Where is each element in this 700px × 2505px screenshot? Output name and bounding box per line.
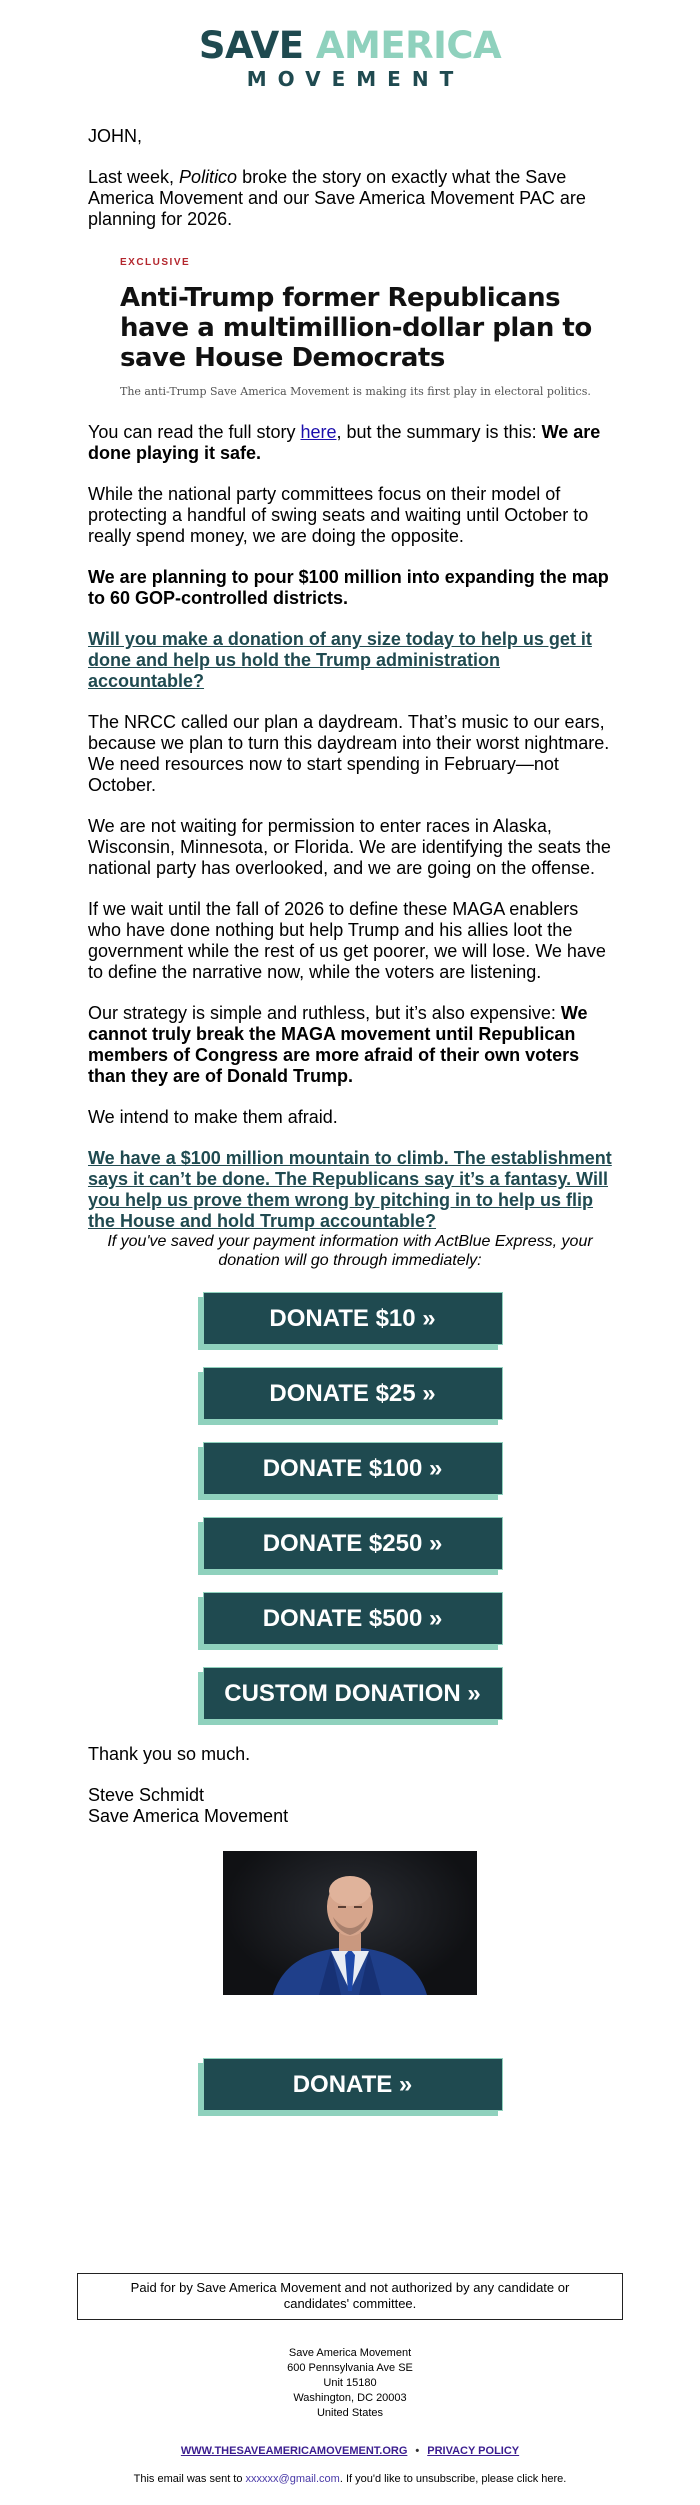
article-dek: The anti-Trump Save America Movement is making its first play in electoral politics. xyxy=(120,385,591,398)
donate-10-button[interactable]: DONATE $10 » xyxy=(203,1292,503,1345)
thanks-line: Thank you so much. xyxy=(88,1744,251,1764)
donate-250-button[interactable]: DONATE $250 » xyxy=(203,1517,503,1570)
wait-paragraph: If we wait until the fall of 2026 to define these MAGA enablers who have done nothing but help Trump and his allies loot the government while the rest of us get poorer, we will lose. We have to define the narrative now, while the voters are listening. xyxy=(88,899,606,982)
logo-word-movement: MOVEMENT xyxy=(246,67,465,91)
donate-25-button[interactable]: DONATE $25 » xyxy=(203,1367,503,1420)
donate-100-button[interactable]: DONATE $100 » xyxy=(203,1442,503,1495)
party-committees-paragraph: While the national party committees focus on their model of protecting a handful of swing seats and waiting until October to really spend money, we are doing the opposite. xyxy=(88,484,589,546)
footer-links xyxy=(0,2445,700,2457)
plan-paragraph: We are planning to pour $100 million into expanding the map to 60 GOP-controlled districts. xyxy=(88,567,609,608)
unsubscribe-text[interactable]: . If you'd like to unsubscribe, please click here. xyxy=(339,2473,567,2485)
unsubscribe-line: This email was sent to xxxxxx@gmail.com. If you'd like to unsubscribe, please click here. xyxy=(133,2473,567,2485)
politico-article-card xyxy=(120,252,612,402)
donation-cta-link-1[interactable]: Will you make a donation of any size today to help us get it done and help us hold the Trump administration accountable? xyxy=(88,629,592,691)
link-separator: • xyxy=(415,2445,420,2457)
strategy-paragraph: Our strategy is simple and ruthless, but it’s also expensive: We cannot truly break the MAGA movement until Republican members of Congress are more afraid of their own voters than they are of Donald Trump. xyxy=(88,1003,588,1086)
donation-cta-link-2[interactable]: We have a $100 million mountain to climb. The establishment says it can’t be done. The Republicans say it’s a fantasy. Will you help us prove them wrong by pitching in to help us flip the House and hold Trump accountable? xyxy=(88,1148,612,1231)
save-america-movement-logo xyxy=(0,0,700,96)
logo-word-save: SAVE xyxy=(198,24,304,67)
recipient-email: xxxxxx@gmail.com xyxy=(245,2473,340,2485)
signature-org: Save America Movement xyxy=(88,1806,289,1826)
article-headline: Anti-Trump former Republicans have a multimillion-dollar plan to save House Democrats xyxy=(120,283,592,373)
paid-for-disclaimer: Paid for by Save America Movement and not authorized by any candidate or candidates' committee. xyxy=(77,2273,623,2320)
story-here-link[interactable]: here xyxy=(300,422,337,442)
donate-500-button[interactable]: DONATE $500 » xyxy=(203,1592,503,1645)
nrcc-paragraph: The NRCC called our plan a daydream. That’s music to our ears, because we plan to turn this daydream into their worst nightmare. We need resources now to start spending in February—not October. xyxy=(88,712,610,795)
read-story-paragraph: You can read the full story here, but the summary is this: We are done playing it safe. xyxy=(88,422,601,463)
website-link[interactable]: WWW.THESAVEAMERICAMOVEMENT.ORG xyxy=(180,2445,408,2457)
intro-paragraph: Last week, Politico broke the story on exactly what the Save America Movement and our Save America Movement PAC are planning for 2026. xyxy=(88,167,586,229)
letter-body xyxy=(0,126,700,1827)
final-donate-button[interactable]: DONATE » xyxy=(203,2058,503,2111)
steve-schmidt-photo xyxy=(223,1851,477,1995)
custom-donation-button[interactable]: CUSTOM DONATION » xyxy=(203,1667,503,1720)
politico-mention: Politico xyxy=(179,167,238,187)
logo-word-america: AMERICA xyxy=(315,24,502,67)
exclusive-label: EXCLUSIVE xyxy=(120,257,191,268)
signature xyxy=(88,1785,612,1827)
salutation: JOHN, xyxy=(88,126,142,146)
signature-name: Steve Schmidt xyxy=(88,1785,205,1805)
privacy-policy-link[interactable]: PRIVACY POLICY xyxy=(427,2445,520,2457)
actblue-express-note: If you've saved your payment information with ActBlue Express, your donation will go through immediately: xyxy=(107,1233,593,1269)
mailing-address: Save America Movement 600 Pennsylvania Ave SE Unit 15180 Washington, DC 20003 United States xyxy=(287,2347,413,2419)
afraid-paragraph: We intend to make them afraid. xyxy=(88,1107,338,1127)
portrait-illustration xyxy=(223,1851,477,1995)
permission-paragraph: We are not waiting for permission to enter races in Alaska, Wisconsin, Minnesota, or Florida. We are identifying the seats the national party has overlooked, and we are going on the offense. xyxy=(88,816,611,878)
